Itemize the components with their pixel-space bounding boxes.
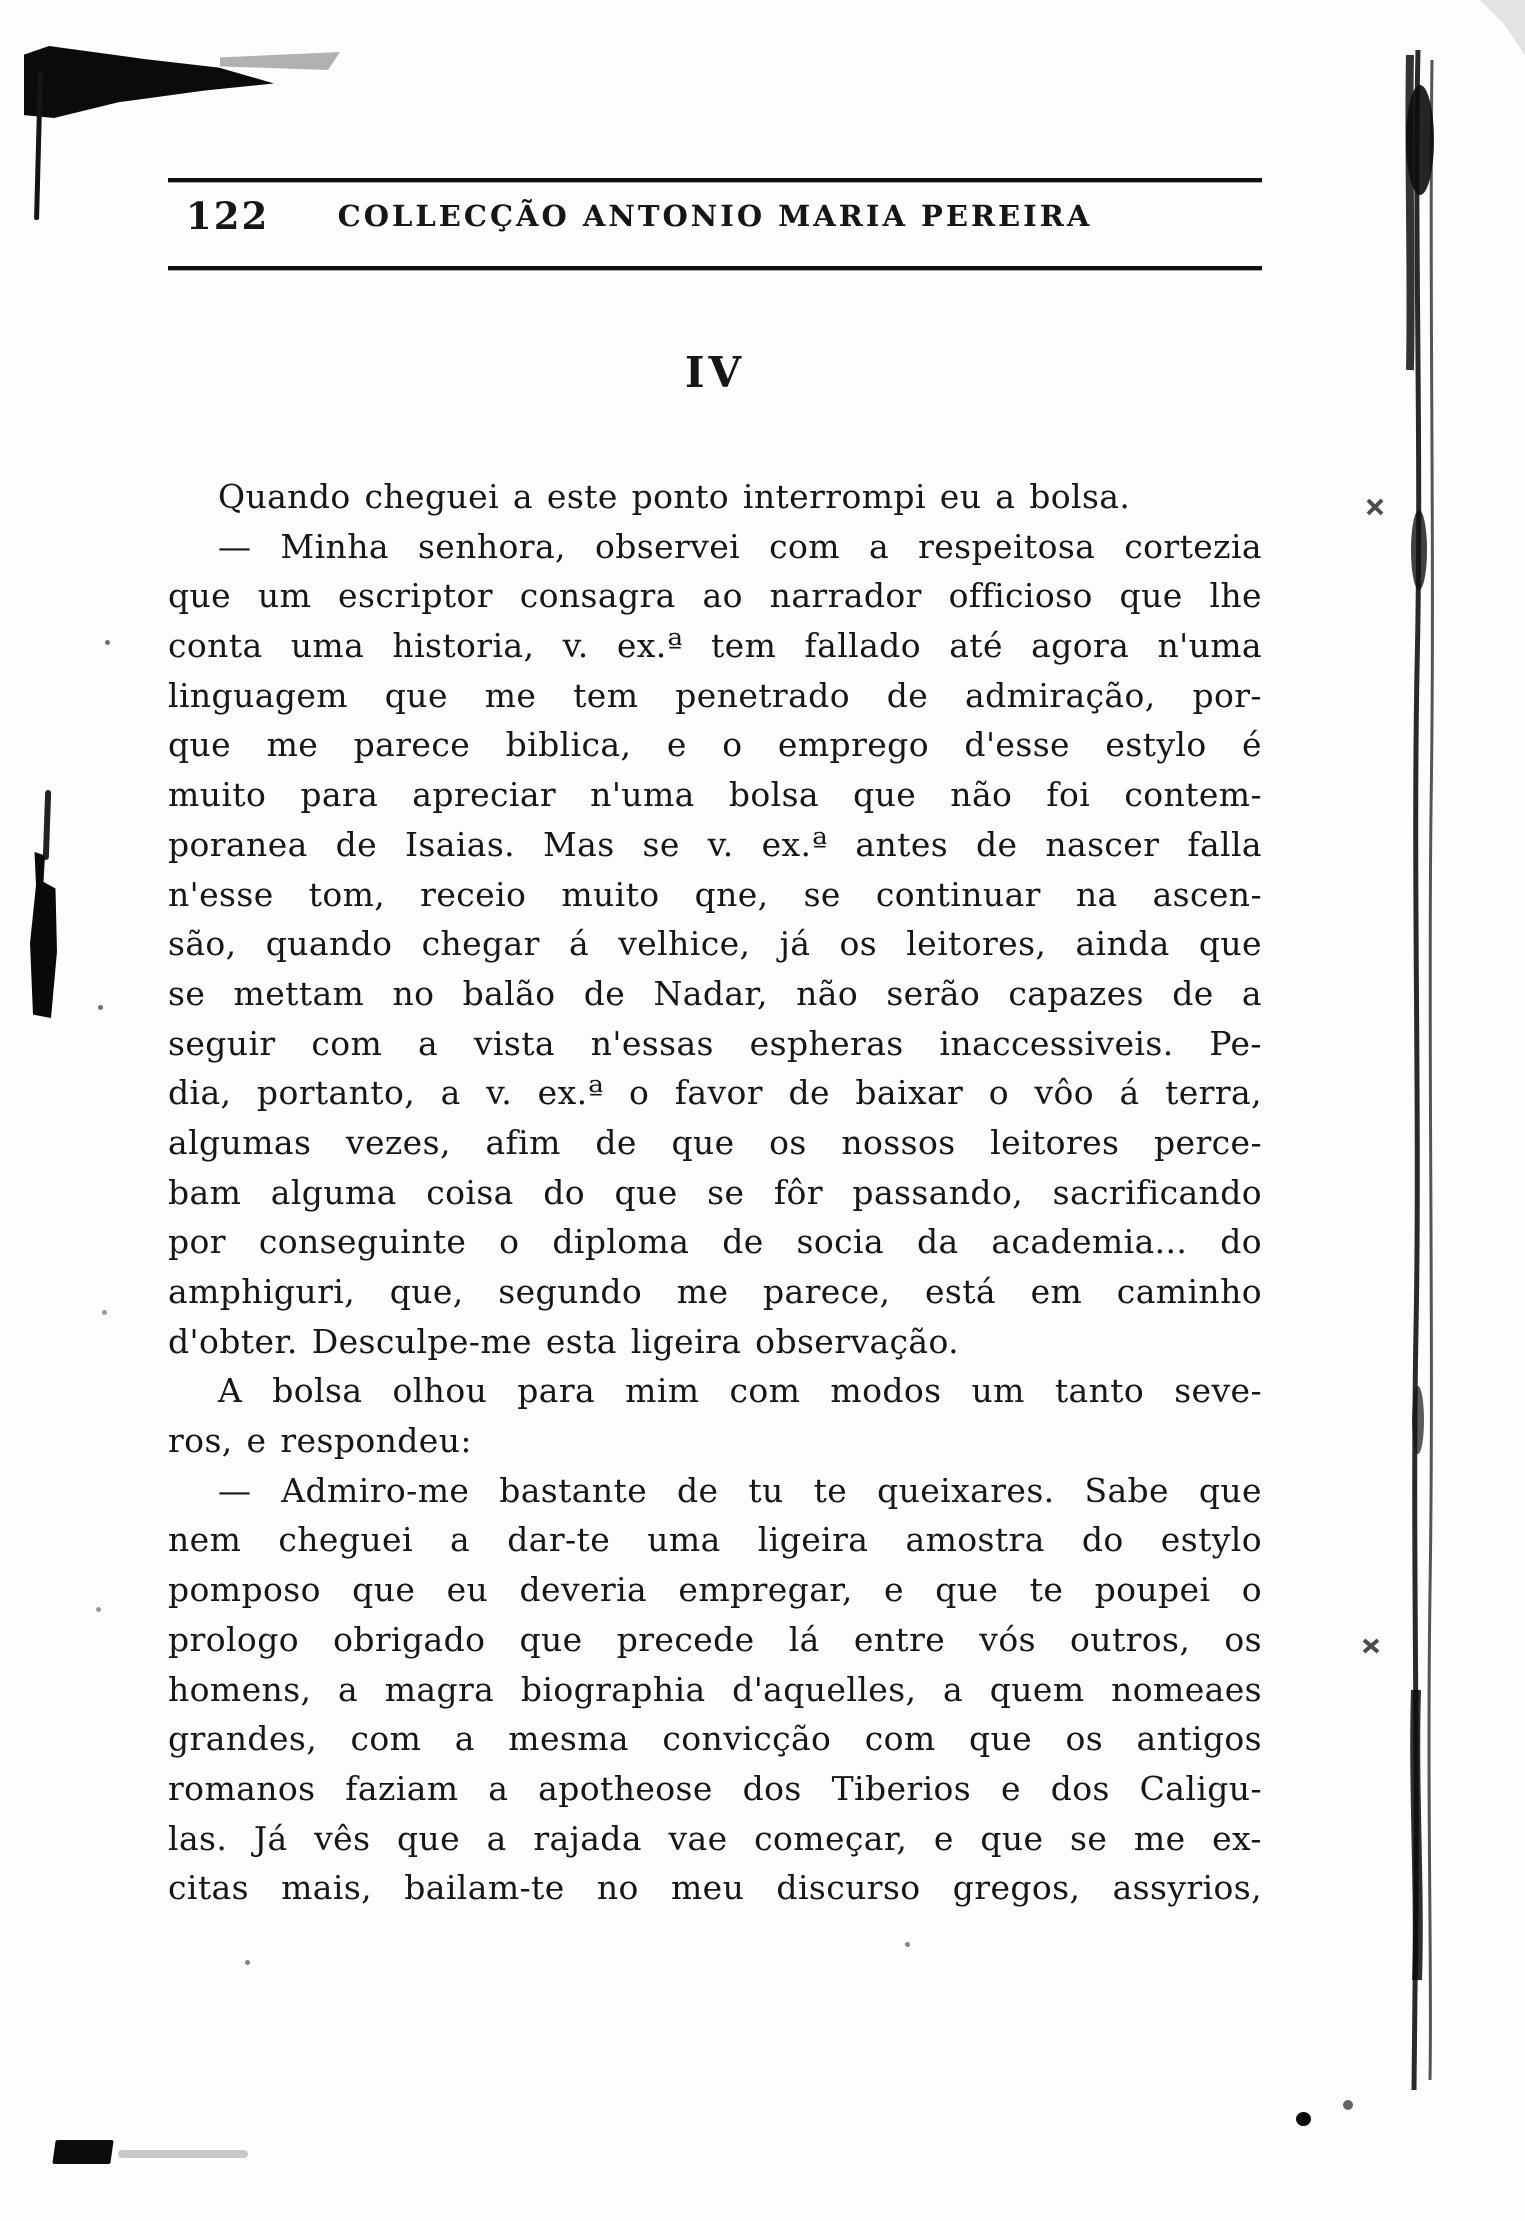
corner-smudge-artifact	[220, 52, 340, 70]
body-text-line: pomposo que eu deveria empregar, e que te poupei o	[168, 1570, 1262, 1610]
bottom-right-dot-artifact	[1296, 2112, 1311, 2126]
header-rule-bottom	[168, 266, 1262, 270]
body-text-line: las. Já vês que a rajada vae começar, e que se me ex-	[168, 1818, 1262, 1858]
body-text-line: nem cheguei a dar-te uma ligeira amostra do estylo	[168, 1520, 1262, 1560]
body-text-line: conta uma historia, v. ex.ª tem fallado até agora n'uma	[168, 626, 1262, 666]
running-header	[168, 192, 1262, 248]
body-text-line: por conseguinte o diploma de socia da academia... do	[168, 1222, 1262, 1262]
bottom-smudge-artifact	[118, 2150, 248, 2158]
body-text-line: citas mais, bailam-te no meu discurso gregos, assyrios,	[168, 1868, 1262, 1908]
body-text-line: seguir com a vista n'essas espheras inaccessiveis. Pe-	[168, 1023, 1262, 1063]
speck-artifact	[905, 1942, 910, 1947]
body-text-line: amphiguri, que, segundo me parece, está em caminho	[168, 1272, 1262, 1311]
left-margin-mark-artifact	[43, 790, 51, 860]
left-edge-artifact	[34, 70, 43, 220]
page-number: 122	[186, 194, 270, 238]
bottom-left-mark-artifact	[52, 2140, 113, 2164]
speck-artifact	[96, 1607, 101, 1612]
body-text-line: bam alguma coisa do que se fôr passando, sacrificando	[168, 1172, 1262, 1212]
speck-artifact	[245, 1960, 250, 1965]
speck-artifact	[105, 640, 110, 645]
body-text-line: que me parece biblica, e o emprego d'esse estylo é	[168, 725, 1262, 765]
left-margin-blot-artifact	[27, 852, 57, 1018]
body-text	[168, 477, 1262, 1918]
body-text-line: homens, a magra biographia d'aquelles, a quem nomeaes	[168, 1669, 1262, 1709]
body-text-line: poranea de Isaias. Mas se v. ex.ª antes de nascer falla	[168, 824, 1262, 864]
top-right-smudge-artifact	[1468, 0, 1525, 60]
body-text-line: A bolsa olhou para mim com modos um tanto seve-	[218, 1371, 1262, 1411]
speck-artifact	[102, 1310, 107, 1315]
body-text-line: n'esse tom, receio muito qne, se continuar na ascen-	[168, 874, 1262, 914]
speck-artifact	[98, 1005, 103, 1010]
torn-corner-artifact	[24, 46, 274, 118]
body-text-line: Quando cheguei a este ponto interrompi eu a bolsa.	[218, 477, 1131, 516]
body-text-line: dia, portanto, a v. ex.ª o favor de baixar o vôo á terra,	[168, 1073, 1262, 1113]
body-text-line: muito para apreciar n'uma bolsa que não foi contem-	[168, 775, 1262, 815]
body-text-line: d'obter. Desculpe-me esta ligeira observação.	[168, 1321, 960, 1361]
body-text-line: — Minha senhora, observei com a respeitosa cortezia	[218, 526, 1262, 566]
body-text-line: linguagem que me tem penetrado de admiração, por-	[168, 675, 1262, 715]
body-text-line: algumas vezes, afim de que os nossos leitores perce-	[168, 1122, 1262, 1162]
binding-gutter-artifact	[1340, 30, 1520, 2150]
running-header-title: COLLECÇÃO ANTONIO MARIA PEREIRA	[337, 199, 1093, 233]
body-text-line: romanos faziam a apotheose dos Tiberios e dos Caligu-	[168, 1768, 1262, 1808]
header-rule-top	[168, 178, 1262, 182]
body-text-line: — Admiro-me bastante de tu te queixares. Sabe que	[218, 1470, 1262, 1510]
body-text-line: são, quando chegar á velhice, já os leitores, ainda que	[168, 924, 1262, 964]
chapter-heading: IV	[684, 348, 746, 397]
body-text-line: se mettam no balão de Nadar, não serão capazes de a	[168, 973, 1262, 1013]
body-text-line: ros, e respondeu:	[168, 1421, 472, 1461]
body-text-line: prologo obrigado que precede lá entre vós outros, os	[168, 1619, 1262, 1659]
body-text-line: que um escriptor consagra ao narrador officioso que lhe	[168, 576, 1262, 616]
body-text-line: grandes, com a mesma convicção com que os antigos	[168, 1719, 1262, 1759]
